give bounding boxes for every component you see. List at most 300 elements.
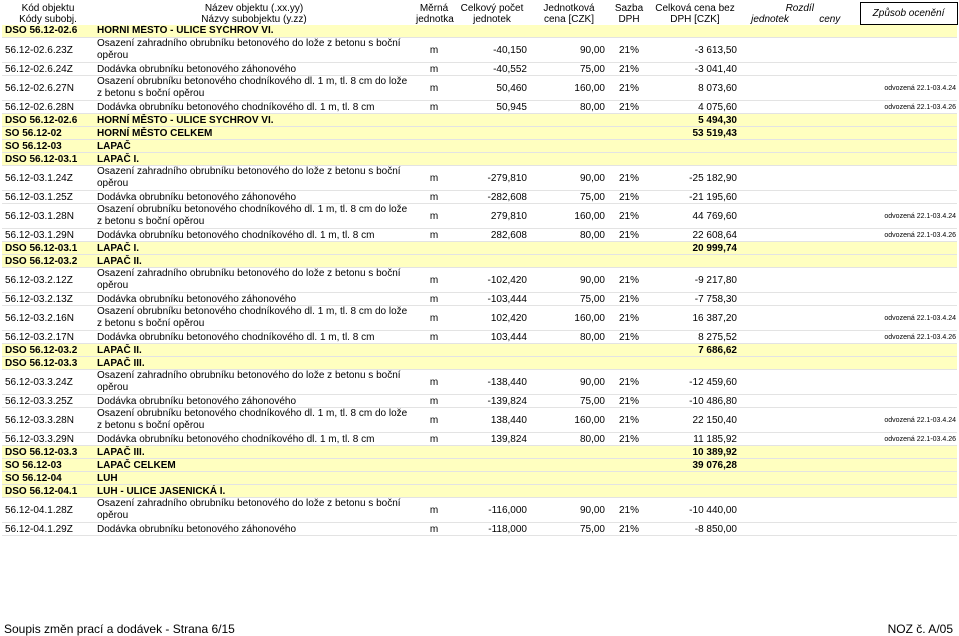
object-name: LAPAČ I. xyxy=(94,242,650,255)
item-total: -21 195,60 xyxy=(650,191,740,204)
item-code: 56.12-03.1.29N xyxy=(2,229,94,242)
item-total: -3 613,50 xyxy=(650,38,740,63)
item-name: Osazení zahradního obrubníku betonového do lože z betonu s boční opěrou xyxy=(94,498,414,523)
object-name: HORNÍ MĚSTO CELKEM xyxy=(94,127,650,140)
diff-price xyxy=(800,306,860,331)
item-pricing-method: odvozená 22.1-03.4.24 xyxy=(860,306,957,331)
item-pricing-method xyxy=(860,166,957,191)
object-code: DSO 56.12-02.6 xyxy=(2,114,94,127)
diff-price xyxy=(800,76,860,101)
diff-price xyxy=(800,523,860,536)
header-diff-price: ceny xyxy=(800,14,860,25)
diff-price xyxy=(800,370,860,395)
item-unit: m xyxy=(414,433,454,446)
item-pricing-method xyxy=(860,370,957,395)
diff-units xyxy=(740,101,800,114)
item-vat-rate: 21% xyxy=(608,370,650,395)
header-diff-units: jednotek xyxy=(740,14,800,25)
object-total xyxy=(650,153,740,166)
item-pricing-method: odvozená 22.1-03.4.26 xyxy=(860,229,957,242)
object-name: LAPAČ III. xyxy=(94,446,650,459)
item-vat-rate: 21% xyxy=(608,38,650,63)
diff-units xyxy=(740,127,800,140)
summary-row xyxy=(2,140,957,153)
item-code: 56.12-02.6.28N xyxy=(2,101,94,114)
item-name: Dodávka obrubníku betonového záhonového xyxy=(94,293,414,306)
item-unit-price: 90,00 xyxy=(530,498,608,523)
diff-units xyxy=(740,140,800,153)
diff-units xyxy=(740,114,800,127)
item-name: Dodávka obrubníku betonového záhonového xyxy=(94,395,414,408)
item-total: -8 850,00 xyxy=(650,523,740,536)
diff-price xyxy=(800,255,860,268)
item-pricing-method xyxy=(860,498,957,523)
item-unit: m xyxy=(414,63,454,76)
diff-price xyxy=(800,140,860,153)
item-unit: m xyxy=(414,101,454,114)
item-total: -10 486,80 xyxy=(650,395,740,408)
summary-row xyxy=(2,472,957,485)
table-row xyxy=(2,101,957,114)
item-total: -7 758,30 xyxy=(650,293,740,306)
object-total xyxy=(650,357,740,370)
item-vat-rate: 21% xyxy=(608,268,650,293)
item-code: 56.12-04.1.29Z xyxy=(2,523,94,536)
object-total xyxy=(650,25,740,38)
diff-units xyxy=(740,76,800,101)
header-subname: Názvy subobjektu (y.zz) xyxy=(94,14,414,25)
item-vat-rate: 21% xyxy=(608,331,650,344)
item-unit: m xyxy=(414,191,454,204)
item-code: 56.12-03.3.25Z xyxy=(2,395,94,408)
table-row xyxy=(2,433,957,446)
item-name: Osazení zahradního obrubníku betonového do lože z betonu s boční opěrou xyxy=(94,166,414,191)
item-unit: m xyxy=(414,293,454,306)
header-difference: Rozdíl xyxy=(740,3,860,14)
pricing-method xyxy=(860,25,957,38)
item-unit: m xyxy=(414,76,454,101)
table-row xyxy=(2,166,957,191)
pricing-method xyxy=(860,153,957,166)
diff-units xyxy=(740,395,800,408)
table-row xyxy=(2,191,957,204)
item-name: Dodávka obrubníku betonového záhonového xyxy=(94,63,414,76)
diff-price xyxy=(800,268,860,293)
pricing-method xyxy=(860,242,957,255)
item-pricing-method: odvozená 22.1-03.4.24 xyxy=(860,76,957,101)
item-code: 56.12-03.1.28N xyxy=(2,204,94,229)
pricing-method xyxy=(860,127,957,140)
item-code: 56.12-03.2.16N xyxy=(2,306,94,331)
header-qty-2: jednotek xyxy=(454,14,530,25)
item-quantity: -139,824 xyxy=(454,395,530,408)
item-unit-price: 80,00 xyxy=(530,433,608,446)
diff-price xyxy=(800,498,860,523)
item-unit-price: 75,00 xyxy=(530,191,608,204)
item-name: Osazení zahradního obrubníku betonového do lože z betonu s boční opěrou xyxy=(94,370,414,395)
diff-price xyxy=(800,357,860,370)
table-row xyxy=(2,63,957,76)
item-pricing-method: odvozená 22.1-03.4.26 xyxy=(860,331,957,344)
diff-units xyxy=(740,408,800,433)
table-row xyxy=(2,268,957,293)
item-code: 56.12-03.2.17N xyxy=(2,331,94,344)
diff-units xyxy=(740,25,800,38)
item-total: 44 769,60 xyxy=(650,204,740,229)
header-price-2: cena [CZK] xyxy=(530,14,608,25)
item-unit: m xyxy=(414,229,454,242)
item-pricing-method: odvozená 22.1-03.4.26 xyxy=(860,433,957,446)
item-vat-rate: 21% xyxy=(608,408,650,433)
table-row xyxy=(2,306,957,331)
object-code: DSO 56.12-04.1 xyxy=(2,485,94,498)
object-name: HORNÍ MĚSTO - ULICE SYCHROV VI. xyxy=(94,114,650,127)
item-unit-price: 80,00 xyxy=(530,331,608,344)
table-row xyxy=(2,498,957,523)
item-unit-price: 90,00 xyxy=(530,166,608,191)
diff-units xyxy=(740,370,800,395)
diff-price xyxy=(800,191,860,204)
table-row xyxy=(2,331,957,344)
item-name: Osazení obrubníku betonového chodníkového dl. 1 m, tl. 8 cm do lože z betonu s boční opěrou xyxy=(94,306,414,331)
item-name: Dodávka obrubníku betonového chodníkového dl. 1 m, tl. 8 cm xyxy=(94,331,414,344)
item-total: 11 185,92 xyxy=(650,433,740,446)
item-code: 56.12-03.3.29N xyxy=(2,433,94,446)
header-subcode: Kódy subobj. xyxy=(2,14,94,25)
object-total: 7 686,62 xyxy=(650,344,740,357)
item-vat-rate: 21% xyxy=(608,293,650,306)
item-pricing-method xyxy=(860,293,957,306)
diff-units xyxy=(740,153,800,166)
summary-row xyxy=(2,459,957,472)
pricing-method xyxy=(860,357,957,370)
object-code: SO 56.12-04 xyxy=(2,472,94,485)
item-unit-price: 75,00 xyxy=(530,293,608,306)
item-unit-price: 160,00 xyxy=(530,408,608,433)
object-total xyxy=(650,140,740,153)
diff-price xyxy=(800,229,860,242)
item-code: 56.12-04.1.28Z xyxy=(2,498,94,523)
item-vat-rate: 21% xyxy=(608,523,650,536)
item-pricing-method xyxy=(860,191,957,204)
header-pricing-method: Způsob ocenění xyxy=(860,3,957,25)
item-quantity: 103,444 xyxy=(454,331,530,344)
item-code: 56.12-03.2.13Z xyxy=(2,293,94,306)
diff-units xyxy=(740,306,800,331)
table-row xyxy=(2,408,957,433)
diff-price xyxy=(800,395,860,408)
table-row xyxy=(2,293,957,306)
diff-units xyxy=(740,268,800,293)
object-name: LUH xyxy=(94,472,650,485)
item-unit: m xyxy=(414,306,454,331)
footer-document-id: NOZ č. A/05 xyxy=(887,622,953,636)
item-code: 56.12-03.2.12Z xyxy=(2,268,94,293)
summary-row xyxy=(2,114,957,127)
diff-price xyxy=(800,242,860,255)
table-row xyxy=(2,229,957,242)
table-row xyxy=(2,76,957,101)
diff-units xyxy=(740,255,800,268)
item-quantity: 139,824 xyxy=(454,433,530,446)
table-row xyxy=(2,38,957,63)
summary-row xyxy=(2,446,957,459)
item-pricing-method xyxy=(860,523,957,536)
item-pricing-method: odvozená 22.1-03.4.26 xyxy=(860,101,957,114)
footer-page-info: Soupis změn prací a dodávek - Strana 6/15 xyxy=(4,622,235,636)
object-total: 10 389,92 xyxy=(650,446,740,459)
item-unit: m xyxy=(414,523,454,536)
item-quantity: -282,608 xyxy=(454,191,530,204)
item-vat-rate: 21% xyxy=(608,229,650,242)
item-unit-price: 90,00 xyxy=(530,268,608,293)
item-pricing-method: odvozená 22.1-03.4.24 xyxy=(860,408,957,433)
object-code: DSO 56.12-03.3 xyxy=(2,357,94,370)
object-total: 53 519,43 xyxy=(650,127,740,140)
object-name: HORNÍ MĚSTO - ULICE SYCHROV VI. xyxy=(94,25,650,38)
item-pricing-method: odvozená 22.1-03.4.24 xyxy=(860,204,957,229)
item-vat-rate: 21% xyxy=(608,395,650,408)
object-total xyxy=(650,485,740,498)
diff-units xyxy=(740,331,800,344)
item-quantity: -103,444 xyxy=(454,293,530,306)
item-code: 56.12-02.6.27N xyxy=(2,76,94,101)
item-pricing-method xyxy=(860,268,957,293)
diff-price xyxy=(800,127,860,140)
item-unit: m xyxy=(414,395,454,408)
object-total xyxy=(650,472,740,485)
table-row xyxy=(2,204,957,229)
object-code: DSO 56.12-03.2 xyxy=(2,344,94,357)
item-unit: m xyxy=(414,268,454,293)
item-code: 56.12-03.3.24Z xyxy=(2,370,94,395)
object-total: 20 999,74 xyxy=(650,242,740,255)
item-total: 8 275,52 xyxy=(650,331,740,344)
object-total xyxy=(650,255,740,268)
item-quantity: 102,420 xyxy=(454,306,530,331)
item-unit: m xyxy=(414,370,454,395)
diff-units xyxy=(740,63,800,76)
object-name: LAPAČ II. xyxy=(94,344,650,357)
item-vat-rate: 21% xyxy=(608,63,650,76)
item-unit-price: 160,00 xyxy=(530,306,608,331)
header-unit-2: jednotka xyxy=(416,13,454,25)
pricing-method xyxy=(860,255,957,268)
item-unit-price: 75,00 xyxy=(530,63,608,76)
diff-price xyxy=(800,331,860,344)
item-quantity: -102,420 xyxy=(454,268,530,293)
header-qty: Celkový počet xyxy=(454,3,530,14)
item-quantity: -138,440 xyxy=(454,370,530,395)
diff-price xyxy=(800,472,860,485)
item-name: Osazení zahradního obrubníku betonového do lože z betonu s boční opěrou xyxy=(94,38,414,63)
summary-row xyxy=(2,153,957,166)
diff-units xyxy=(740,433,800,446)
item-unit-price: 75,00 xyxy=(530,395,608,408)
item-total: -9 217,80 xyxy=(650,268,740,293)
pricing-method xyxy=(860,114,957,127)
object-total: 39 076,28 xyxy=(650,459,740,472)
summary-row xyxy=(2,485,957,498)
summary-row xyxy=(2,357,957,370)
header-name: Název objektu (.xx.yy) xyxy=(94,3,414,14)
object-code: SO 56.12-03 xyxy=(2,459,94,472)
object-name: LUH - ULICE JASENICKÁ I. xyxy=(94,485,650,498)
diff-units xyxy=(740,166,800,191)
item-pricing-method xyxy=(860,395,957,408)
item-vat-rate: 21% xyxy=(608,498,650,523)
object-name: LAPAČ III. xyxy=(94,357,650,370)
object-total: 5 494,30 xyxy=(650,114,740,127)
item-name: Dodávka obrubníku betonového záhonového xyxy=(94,523,414,536)
item-quantity: 282,608 xyxy=(454,229,530,242)
item-quantity: 50,945 xyxy=(454,101,530,114)
item-vat-rate: 21% xyxy=(608,76,650,101)
page-footer xyxy=(0,618,959,636)
header-vat-2: DPH xyxy=(608,14,650,25)
diff-units xyxy=(740,523,800,536)
item-vat-rate: 21% xyxy=(608,191,650,204)
item-quantity: 279,810 xyxy=(454,204,530,229)
object-name: LAPAČ II. xyxy=(94,255,650,268)
item-unit-price: 160,00 xyxy=(530,204,608,229)
item-unit: m xyxy=(414,408,454,433)
item-unit-price: 75,00 xyxy=(530,523,608,536)
item-pricing-method xyxy=(860,38,957,63)
item-vat-rate: 21% xyxy=(608,101,650,114)
item-unit-price: 90,00 xyxy=(530,38,608,63)
object-code: DSO 56.12-02.6 xyxy=(2,25,94,38)
object-code: SO 56.12-03 xyxy=(2,140,94,153)
header-total: Celková cena bez xyxy=(650,3,740,14)
object-name: LAPAČ CELKEM xyxy=(94,459,650,472)
header-code: Kód objektu xyxy=(2,3,94,14)
pricing-method xyxy=(860,459,957,472)
diff-price xyxy=(800,166,860,191)
item-quantity: -40,150 xyxy=(454,38,530,63)
item-vat-rate: 21% xyxy=(608,433,650,446)
change-list-sheet xyxy=(2,2,957,536)
diff-price xyxy=(800,153,860,166)
item-pricing-method xyxy=(860,63,957,76)
item-vat-rate: 21% xyxy=(608,166,650,191)
summary-row xyxy=(2,242,957,255)
item-name: Dodávka obrubníku betonového chodníkového dl. 1 m, tl. 8 cm xyxy=(94,101,414,114)
item-unit-price: 90,00 xyxy=(530,370,608,395)
pricing-method xyxy=(860,344,957,357)
header-total-2: DPH [CZK] xyxy=(650,14,740,25)
diff-units xyxy=(740,229,800,242)
item-vat-rate: 21% xyxy=(608,204,650,229)
item-total: -3 041,40 xyxy=(650,63,740,76)
item-total: -25 182,90 xyxy=(650,166,740,191)
item-quantity: 138,440 xyxy=(454,408,530,433)
item-unit: m xyxy=(414,38,454,63)
diff-price xyxy=(800,38,860,63)
item-name: Osazení obrubníku betonového chodníkového dl. 1 m, tl. 8 cm do lože z betonu s boční opěrou xyxy=(94,204,414,229)
table-row xyxy=(2,523,957,536)
pricing-method xyxy=(860,140,957,153)
diff-units xyxy=(740,459,800,472)
pricing-method xyxy=(860,485,957,498)
item-name: Osazení obrubníku betonového chodníkového dl. 1 m, tl. 8 cm do lože z betonu s boční opěrou xyxy=(94,408,414,433)
object-code: SO 56.12-02 xyxy=(2,127,94,140)
item-total: 22 150,40 xyxy=(650,408,740,433)
diff-units xyxy=(740,498,800,523)
object-code: DSO 56.12-03.1 xyxy=(2,153,94,166)
diff-price xyxy=(800,204,860,229)
diff-units xyxy=(740,293,800,306)
item-total: -12 459,60 xyxy=(650,370,740,395)
summary-row xyxy=(2,344,957,357)
diff-price xyxy=(800,459,860,472)
diff-price xyxy=(800,446,860,459)
item-total: -10 440,00 xyxy=(650,498,740,523)
table-header xyxy=(2,3,957,25)
table-body xyxy=(2,25,957,536)
item-name: Osazení obrubníku betonového chodníkového dl. 1 m, tl. 8 cm do lože z betonu s boční opěrou xyxy=(94,76,414,101)
item-unit-price: 80,00 xyxy=(530,229,608,242)
item-code: 56.12-03.3.28N xyxy=(2,408,94,433)
diff-price xyxy=(800,63,860,76)
diff-units xyxy=(740,204,800,229)
diff-price xyxy=(800,485,860,498)
diff-units xyxy=(740,472,800,485)
summary-row xyxy=(2,127,957,140)
item-code: 56.12-02.6.24Z xyxy=(2,63,94,76)
item-name: Osazení zahradního obrubníku betonového do lože z betonu s boční opěrou xyxy=(94,268,414,293)
diff-price xyxy=(800,114,860,127)
diff-units xyxy=(740,485,800,498)
summary-row xyxy=(2,25,957,38)
item-unit: m xyxy=(414,331,454,344)
diff-units xyxy=(740,446,800,459)
change-list-table xyxy=(2,2,958,536)
item-code: 56.12-03.1.25Z xyxy=(2,191,94,204)
item-quantity: -279,810 xyxy=(454,166,530,191)
item-total: 4 075,60 xyxy=(650,101,740,114)
diff-units xyxy=(740,191,800,204)
diff-units xyxy=(740,357,800,370)
header-vat: Sazba xyxy=(608,3,650,14)
object-code: DSO 56.12-03.3 xyxy=(2,446,94,459)
item-unit-price: 80,00 xyxy=(530,101,608,114)
pricing-method xyxy=(860,472,957,485)
item-vat-rate: 21% xyxy=(608,306,650,331)
item-quantity: -116,000 xyxy=(454,498,530,523)
pricing-method xyxy=(860,446,957,459)
object-name: LAPAČ I. xyxy=(94,153,650,166)
diff-units xyxy=(740,344,800,357)
diff-price xyxy=(800,101,860,114)
diff-price xyxy=(800,344,860,357)
item-unit-price: 160,00 xyxy=(530,76,608,101)
header-price: Jednotková xyxy=(530,3,608,14)
diff-price xyxy=(800,25,860,38)
item-unit: m xyxy=(414,166,454,191)
table-row xyxy=(2,395,957,408)
item-name: Dodávka obrubníku betonového záhonového xyxy=(94,191,414,204)
diff-price xyxy=(800,293,860,306)
header-unit: Měrná xyxy=(414,3,454,14)
item-quantity: 50,460 xyxy=(454,76,530,101)
object-code: DSO 56.12-03.2 xyxy=(2,255,94,268)
diff-price xyxy=(800,433,860,446)
item-total: 8 073,60 xyxy=(650,76,740,101)
object-code: DSO 56.12-03.1 xyxy=(2,242,94,255)
table-row xyxy=(2,370,957,395)
diff-price xyxy=(800,408,860,433)
